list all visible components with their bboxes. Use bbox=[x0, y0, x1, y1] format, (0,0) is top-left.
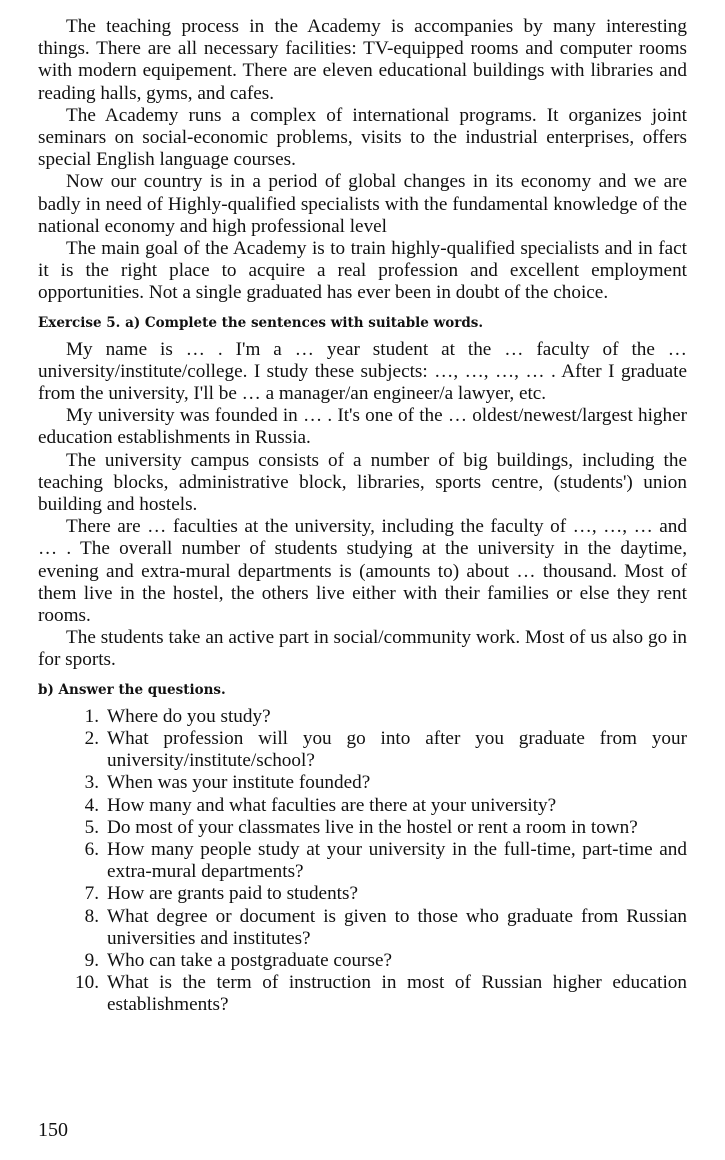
exercise-a-paragraph-founded: My university was founded in … . It's one of the … oldest/newest/largest higher education establishments in Russia. bbox=[38, 405, 687, 449]
question-number: 10. bbox=[75, 972, 99, 994]
question-number: 9. bbox=[84, 949, 99, 971]
question-text: What profession will you go into after you graduate from your university/institute/school? bbox=[107, 727, 687, 772]
question-number: 5. bbox=[84, 816, 99, 838]
question-text: When was your institute founded? bbox=[107, 772, 371, 794]
question-number: 4. bbox=[84, 794, 99, 816]
question-text: How many and what faculties are there at your university? bbox=[107, 794, 557, 816]
list-item bbox=[38, 906, 687, 950]
intro-paragraph-facilities: The teaching process in the Academy is accompanies by many interesting things. There are all necessary facilities: TV-equipped rooms and computer rooms with modern equipement. There are eleven educational buildings with libraries and reading halls, gyms, and cafes. bbox=[38, 16, 687, 104]
question-number: 6. bbox=[84, 838, 99, 860]
exercise-a-section bbox=[38, 314, 687, 672]
question-number: 7. bbox=[84, 883, 99, 905]
question-number: 8. bbox=[84, 905, 99, 927]
exercise-a-paragraph-name: My name is … . I'm a … year student at the … faculty of the … university/institute/college. I study these subjects: …, …, …, … . After I graduate from the university, I'll be … a manager/an engineer/a lawyer, etc. bbox=[38, 338, 687, 405]
exercise-b-section bbox=[38, 681, 687, 1017]
exercise-a-paragraph-faculties: There are … faculties at the university, including the faculty of …, …, … and … . The overall number of students studying at the university in the daytime, evening and extra-mural departments is (amounts to) about … thousand. Most of them live in the hostel, the others live either with their families or else they rent rooms. bbox=[38, 516, 687, 627]
question-text: What degree or document is given to those who graduate from Russian universities and institutes? bbox=[107, 905, 687, 949]
list-item bbox=[38, 706, 687, 728]
question-text: How are grants paid to students? bbox=[107, 883, 358, 905]
question-number: 1. bbox=[84, 705, 99, 727]
list-item bbox=[38, 972, 687, 1016]
question-text: Do most of your classmates live in the hostel or rent a room in town? bbox=[107, 816, 638, 838]
question-list bbox=[38, 706, 687, 1017]
question-text: Who can take a postgraduate course? bbox=[107, 949, 393, 971]
intro-section bbox=[38, 16, 687, 305]
intro-paragraph-goal: The main goal of the Academy is to train highly-qualified specialists and in fact it is the right place to acquire a real profession and excellent employment opportunities. Not a single graduated has ever been in doubt of the choice. bbox=[38, 238, 687, 304]
question-text: What is the term of instruction in most of Russian higher education establishments? bbox=[107, 972, 687, 1016]
exercise-a-paragraph-campus: The university campus consists of a number of big buildings, including the teaching blocks, administrative block, libraries, sports centre, (students') union building and hostels. bbox=[38, 449, 687, 516]
list-item bbox=[38, 772, 687, 794]
list-item bbox=[38, 839, 687, 883]
list-item bbox=[38, 795, 687, 817]
list-item bbox=[38, 950, 687, 972]
exercise-a-paragraph-community: The students take an active part in social/community work. Most of us also go in for sports. bbox=[38, 627, 687, 671]
list-item bbox=[38, 817, 687, 839]
page-number: 150 bbox=[38, 1119, 68, 1141]
list-item bbox=[38, 728, 687, 772]
list-item bbox=[38, 883, 687, 905]
question-text: Where do you study? bbox=[107, 705, 271, 727]
intro-paragraph-programs: The Academy runs a complex of international programs. It organizes joint seminars on social-economic problems, visits to the industrial enterprises, offers special English language courses. bbox=[38, 104, 687, 171]
question-text: How many people study at your university in the full-time, part-time and extra-mural departments? bbox=[107, 838, 687, 883]
exercise-a-heading: Exercise 5. a) Complete the sentences with suitable words. bbox=[38, 314, 484, 331]
exercise-b-heading: b) Answer the questions. bbox=[38, 681, 226, 698]
question-number: 3. bbox=[84, 772, 99, 794]
question-number: 2. bbox=[84, 727, 99, 749]
intro-paragraph-economy: Now our country is in a period of global changes in its economy and we are badly in need of Highly-qualified specialists with the fundamental knowledge of the national economy and high professional level bbox=[38, 171, 687, 237]
